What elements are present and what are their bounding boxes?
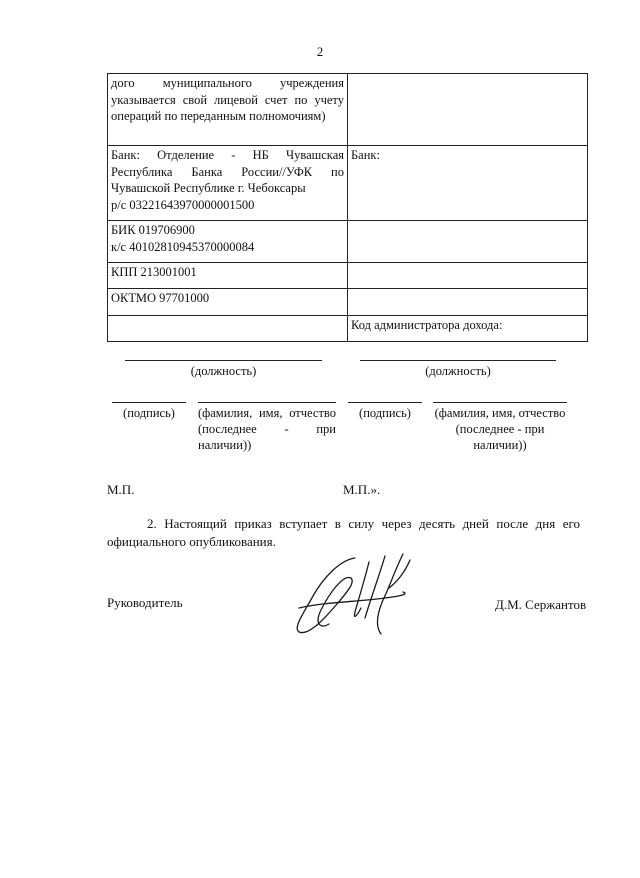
table-cell-empty — [348, 221, 588, 263]
stamp-right: М.П.». — [343, 482, 381, 497]
bank-details-table — [107, 73, 588, 342]
position-caption-left: (должность) — [190, 364, 257, 378]
fio-caption-left: (фамилия, имя, отчество (последнее - при наличии)) — [198, 406, 336, 452]
signature-line-left — [112, 402, 186, 403]
bank-name: Банк: Отделение - НБ Чувашская Республика Банка России//УФК по Чувашской Республике г. Чебоксары — [111, 148, 344, 195]
page-number: 2 — [316, 44, 324, 59]
table-cell-bank — [108, 146, 348, 221]
signature-caption-left: (подпись) — [123, 406, 175, 420]
fio-caption-right: (фамилия, имя, отчество (последнее - при наличии)) — [434, 406, 566, 452]
signatory-name: Д.М. Сержантов — [495, 597, 587, 612]
bik-value: БИК 019706900 — [111, 223, 195, 237]
position-line-left — [125, 360, 322, 361]
table-cell-bank-right: Банк: — [348, 146, 588, 221]
signature-caption-right: (подпись) — [359, 406, 411, 420]
table-cell-bik — [108, 221, 348, 263]
table-cell-empty — [108, 316, 348, 342]
table-cell-empty — [348, 289, 588, 316]
effective-date-paragraph: 2. Настоящий приказ вступает в силу через десять дней после дня его официального опубликования. — [107, 516, 580, 549]
table-cell-kpp: КПП 213001001 — [108, 263, 348, 289]
settlement-account: р/с 03221643970000001500 — [111, 197, 255, 212]
table-cell-empty — [348, 263, 588, 289]
signatory-role: Руководитель — [107, 595, 183, 610]
table-cell-empty — [348, 74, 588, 146]
handwritten-signature — [285, 548, 445, 638]
table-row — [108, 146, 588, 221]
table-cell-admin-code: Код администратора дохода: — [348, 316, 588, 342]
stamp-left: М.П. — [107, 482, 135, 497]
position-line-right — [360, 360, 556, 361]
signature-line-right — [348, 402, 422, 403]
table-row — [108, 289, 588, 316]
table-row — [108, 74, 588, 146]
table-row — [108, 221, 588, 263]
table-row — [108, 316, 588, 342]
corr-account: к/с 40102810945370000084 — [111, 239, 255, 254]
fio-line-left — [198, 402, 336, 403]
position-caption-right: (должность) — [425, 364, 491, 378]
table-row — [108, 263, 588, 289]
fio-line-right — [433, 402, 567, 403]
table-cell-account-note: дого муниципального учреждения указывается свой лицевой счет по учету операций по переданным полномочиям) — [108, 74, 348, 146]
table-cell-oktmo: ОКТМО 97701000 — [108, 289, 348, 316]
